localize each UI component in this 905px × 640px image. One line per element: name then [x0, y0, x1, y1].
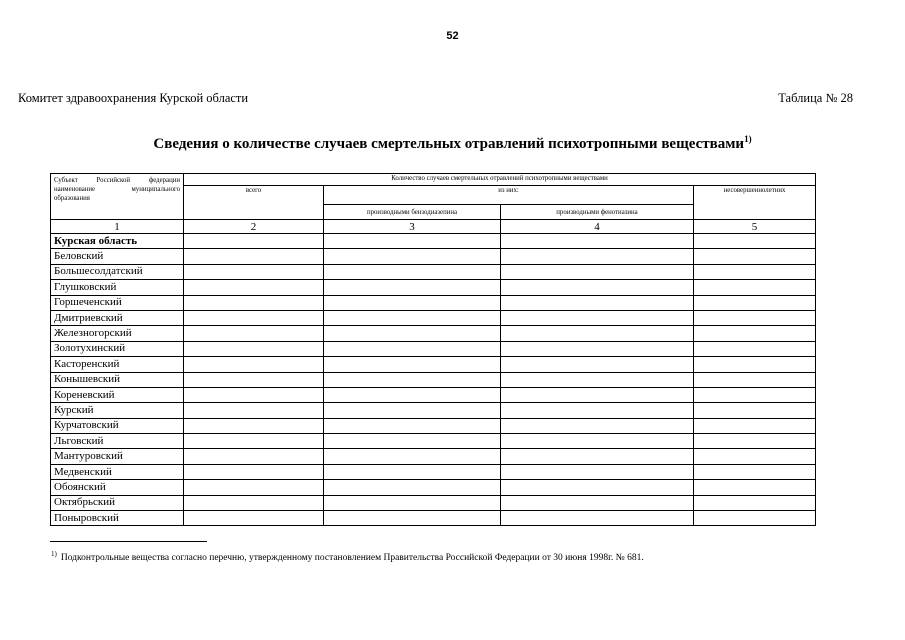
value-cell — [324, 480, 501, 495]
table-row — [51, 434, 816, 449]
table-row — [51, 264, 816, 279]
value-cell — [184, 264, 324, 279]
value-cell — [184, 464, 324, 479]
column-number: 3 — [324, 220, 501, 234]
value-cell — [501, 464, 694, 479]
organization-name: Комитет здравоохранения Курской области — [18, 91, 249, 105]
district-name: Большесолдатский — [51, 264, 184, 279]
value-cell — [694, 372, 816, 387]
value-cell — [324, 234, 501, 249]
value-cell — [184, 480, 324, 495]
value-cell — [324, 372, 501, 387]
district-name: Мантуровский — [51, 449, 184, 464]
value-cell — [501, 418, 694, 433]
value-cell — [324, 249, 501, 264]
table-row — [51, 341, 816, 356]
footnote-separator — [50, 541, 207, 542]
value-cell — [694, 434, 816, 449]
page-number: 52 — [446, 30, 459, 42]
value-cell — [501, 372, 694, 387]
value-cell — [694, 495, 816, 510]
value-cell — [501, 234, 694, 249]
value-cell — [324, 295, 501, 310]
header-minors: несовершеннолетних — [694, 186, 816, 220]
value-cell — [324, 357, 501, 372]
value-cell — [501, 449, 694, 464]
value-cell — [324, 387, 501, 402]
district-name: Курский — [51, 403, 184, 418]
column-number: 4 — [501, 220, 694, 234]
value-cell — [184, 295, 324, 310]
value-cell — [501, 511, 694, 526]
table-row — [51, 326, 816, 341]
column-number: 2 — [184, 220, 324, 234]
district-name: Медвенский — [51, 464, 184, 479]
value-cell — [184, 310, 324, 325]
value-cell — [694, 234, 816, 249]
table-row — [51, 234, 816, 249]
table-row — [51, 372, 816, 387]
value-cell — [184, 357, 324, 372]
table-row — [51, 480, 816, 495]
value-cell — [501, 249, 694, 264]
value-cell — [324, 449, 501, 464]
table-row — [51, 295, 816, 310]
table-row — [51, 464, 816, 479]
district-name: Глушковский — [51, 280, 184, 295]
value-cell — [324, 264, 501, 279]
table-body — [51, 234, 816, 526]
table-row — [51, 403, 816, 418]
table-row — [51, 249, 816, 264]
value-cell — [694, 310, 816, 325]
table-row — [51, 495, 816, 510]
district-name: Поныровский — [51, 511, 184, 526]
value-cell — [324, 495, 501, 510]
district-name: Октябрьский — [51, 495, 184, 510]
value-cell — [324, 403, 501, 418]
value-cell — [694, 403, 816, 418]
value-cell — [501, 480, 694, 495]
value-cell — [324, 418, 501, 433]
column-number: 5 — [694, 220, 816, 234]
header-subject: Субъект Российской федерации наименование муниципального образования — [51, 174, 184, 220]
table-row — [51, 511, 816, 526]
value-cell — [324, 464, 501, 479]
district-name: Горшеченский — [51, 295, 184, 310]
table-row — [51, 387, 816, 402]
value-cell — [184, 341, 324, 356]
value-cell — [324, 310, 501, 325]
value-cell — [184, 326, 324, 341]
value-cell — [501, 280, 694, 295]
table-row — [51, 280, 816, 295]
value-cell — [184, 234, 324, 249]
district-name: Курчатовский — [51, 418, 184, 433]
value-cell — [184, 449, 324, 464]
page-title-text: Сведения о количестве случаев смертельных отравлений психотропными веществами — [153, 136, 745, 152]
value-cell — [694, 418, 816, 433]
district-name: Кореневский — [51, 387, 184, 402]
district-name: Обоянский — [51, 480, 184, 495]
district-name: Дмитриевский — [51, 310, 184, 325]
value-cell — [694, 280, 816, 295]
value-cell — [501, 495, 694, 510]
district-name: Беловский — [51, 249, 184, 264]
value-cell — [501, 387, 694, 402]
header-of-them: из них: — [324, 186, 694, 205]
value-cell — [501, 434, 694, 449]
value-cell — [184, 403, 324, 418]
value-cell — [501, 295, 694, 310]
value-cell — [324, 280, 501, 295]
value-cell — [501, 341, 694, 356]
table-number: Таблица № 28 — [778, 91, 853, 105]
value-cell — [694, 264, 816, 279]
table-row — [51, 449, 816, 464]
page-title — [0, 134, 905, 153]
header-count-group: Количество случаев смертельных отравлений психотропными веществами — [184, 174, 816, 186]
statistics-table — [50, 173, 816, 526]
value-cell — [324, 341, 501, 356]
value-cell — [694, 249, 816, 264]
value-cell — [694, 511, 816, 526]
value-cell — [324, 326, 501, 341]
value-cell — [694, 326, 816, 341]
header-total: всего — [184, 186, 324, 220]
value-cell — [694, 449, 816, 464]
value-cell — [501, 403, 694, 418]
column-numbers-row — [51, 220, 816, 234]
table-row — [51, 310, 816, 325]
footnote-mark: 1) — [51, 550, 57, 558]
value-cell — [501, 264, 694, 279]
table-row — [51, 418, 816, 433]
value-cell — [184, 418, 324, 433]
value-cell — [501, 326, 694, 341]
value-cell — [324, 434, 501, 449]
value-cell — [184, 434, 324, 449]
value-cell — [694, 480, 816, 495]
value-cell — [501, 310, 694, 325]
value-cell — [184, 280, 324, 295]
table-row — [51, 357, 816, 372]
district-name: Железногорский — [51, 326, 184, 341]
value-cell — [184, 372, 324, 387]
district-name: Золотухинский — [51, 341, 184, 356]
district-name: Конышевский — [51, 372, 184, 387]
value-cell — [184, 511, 324, 526]
header-phenothiazine: производными фенотиазина — [501, 205, 694, 220]
footnote-text: Подконтрольные вещества согласно перечню, утвержденному постановлением Правительства Российской Федерации от 30 июня 1998г. № 681. — [60, 553, 644, 564]
value-cell — [694, 357, 816, 372]
value-cell — [694, 341, 816, 356]
value-cell — [184, 249, 324, 264]
value-cell — [694, 387, 816, 402]
value-cell — [184, 387, 324, 402]
header-benzodiazepine: производными бензодиазепина — [324, 205, 501, 220]
column-number: 1 — [51, 220, 184, 234]
value-cell — [694, 295, 816, 310]
value-cell — [694, 464, 816, 479]
district-name: Курская область — [51, 234, 184, 249]
district-name: Льговский — [51, 434, 184, 449]
value-cell — [324, 511, 501, 526]
title-footnote-mark: 1) — [744, 134, 752, 144]
district-name: Касторенский — [51, 357, 184, 372]
value-cell — [184, 495, 324, 510]
value-cell — [501, 357, 694, 372]
footnote — [51, 550, 644, 563]
